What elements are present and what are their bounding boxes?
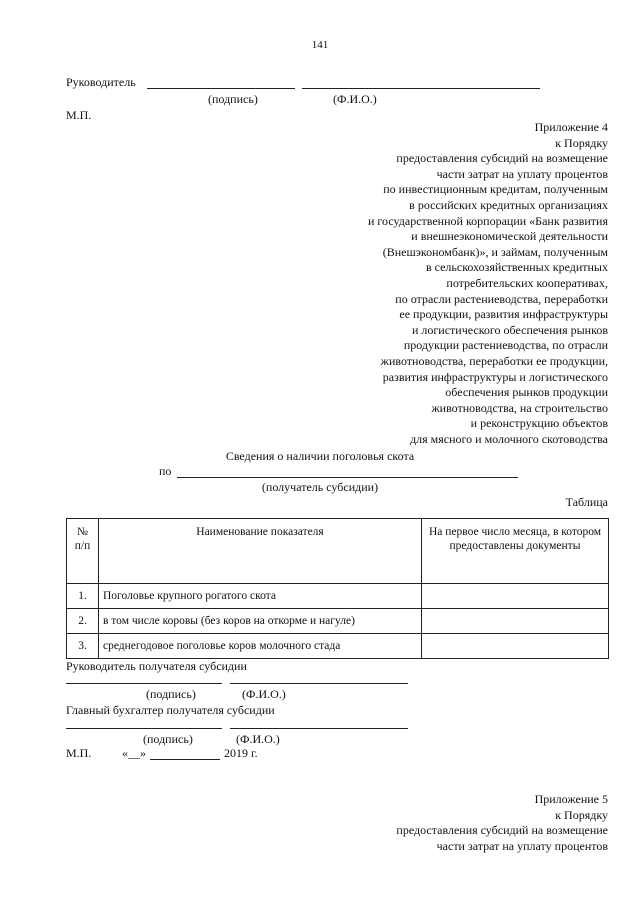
accountant-signature-caption: (подпись) [143, 732, 193, 746]
appendix-4-line: ее продукции, развития инфраструктуры [399, 307, 608, 322]
date-month-line [150, 759, 220, 760]
appendix-4-line: животноводства, на строительство [431, 400, 608, 415]
appendix-4-line: продукции растениеводства, по отрасли [403, 338, 608, 353]
livestock-table [66, 518, 609, 659]
accountant-signature-line [66, 728, 222, 729]
accountant-name-caption: (Ф.И.О.) [236, 732, 280, 746]
signature-role-label: Руководитель [66, 75, 136, 89]
row-indicator: в том числе коровы (без коров на откорме и нагуле) [99, 609, 422, 634]
appendix-4-line: в российских кредитных организациях [409, 197, 608, 212]
head-signature-caption: (подпись) [146, 687, 196, 701]
recipient-line [177, 477, 518, 478]
column-header-indicator: Наименование показателя [99, 519, 422, 584]
row-value [422, 634, 609, 659]
appendix-4-line: животноводства, переработки ее продукции, [380, 353, 608, 368]
row-number: 2. [67, 609, 99, 634]
name-line [302, 88, 540, 89]
appendix-4-line: и государственной корпорации «Банк развития [368, 213, 608, 228]
signature-caption: (подпись) [208, 92, 258, 106]
head-signature-line [66, 683, 222, 684]
appendix-4-line: развития инфраструктуры и логистического [382, 369, 608, 384]
appendix-4-line: для мясного и молочного скотоводства [410, 431, 608, 446]
appendix-5-line: к Порядку [555, 807, 608, 822]
appendix-5-line: предоставления субсидий на возмещение [396, 823, 608, 838]
row-value [422, 584, 609, 609]
appendix-4-line: и внешнеэкономической деятельности [411, 229, 608, 244]
date-day: «__» [122, 746, 146, 760]
head-name-line [230, 683, 408, 684]
appendix-4-line: по инвестиционным кредитам, полученным [383, 182, 608, 197]
name-caption: (Ф.И.О.) [333, 92, 377, 106]
appendix-4-line: к Порядку [555, 135, 608, 150]
row-indicator: среднегодовое поголовье коров молочного стада [99, 634, 422, 659]
row-indicator: Поголовье крупного рогатого скота [99, 584, 422, 609]
by-prefix: по [159, 464, 172, 478]
form-title: Сведения о наличии поголовья скота [225, 449, 415, 463]
table-row [67, 634, 609, 659]
stamp-label-bottom: М.П. [66, 746, 92, 760]
signature-line [147, 88, 295, 89]
date-year: 2019 г. [224, 746, 258, 760]
row-number: 1. [67, 584, 99, 609]
accountant-name-line [230, 728, 408, 729]
table-row [67, 584, 609, 609]
appendix-4-line: и реконструкцию объектов [470, 416, 608, 431]
column-header-number: № п/п [67, 519, 99, 584]
head-label: Руководитель получателя субсидии [66, 659, 247, 673]
appendix-4-line: в сельскохозяйственных кредитных [425, 260, 608, 275]
appendix-5-line: Приложение 5 [534, 792, 608, 806]
table-row [67, 609, 609, 634]
appendix-4-line: потребительских кооперативах, [446, 275, 608, 290]
recipient-caption: (получатель субсидии) [261, 480, 379, 494]
appendix-4-line: обеспечения рынков продукции [445, 385, 608, 400]
table-header-row [67, 519, 609, 584]
table-label: Таблица [565, 495, 608, 509]
page-number: 141 [311, 39, 329, 51]
appendix-4-line: и логистического обеспечения рынков [411, 322, 608, 337]
appendix-4-line: по отрасли растениеводства, переработки [395, 291, 608, 306]
appendix-5-header [396, 792, 608, 854]
head-name-caption: (Ф.И.О.) [242, 687, 286, 701]
stamp-label: М.П. [66, 108, 92, 122]
accountant-label: Главный бухгалтер получателя субсидии [66, 703, 275, 717]
appendix-4-header [368, 120, 608, 447]
row-number: 3. [67, 634, 99, 659]
appendix-5-line: части затрат на уплату процентов [436, 838, 608, 853]
appendix-4-line: Приложение 4 [534, 120, 608, 134]
row-value [422, 609, 609, 634]
appendix-4-line: предоставления субсидий на возмещение [396, 151, 608, 166]
appendix-4-line: части затрат на уплату процентов [436, 166, 608, 181]
appendix-4-line: (Внешэкономбанк)», и займам, полученным [382, 244, 608, 259]
column-header-date: На первое число месяца, в котором предоставлены документы [422, 519, 609, 584]
